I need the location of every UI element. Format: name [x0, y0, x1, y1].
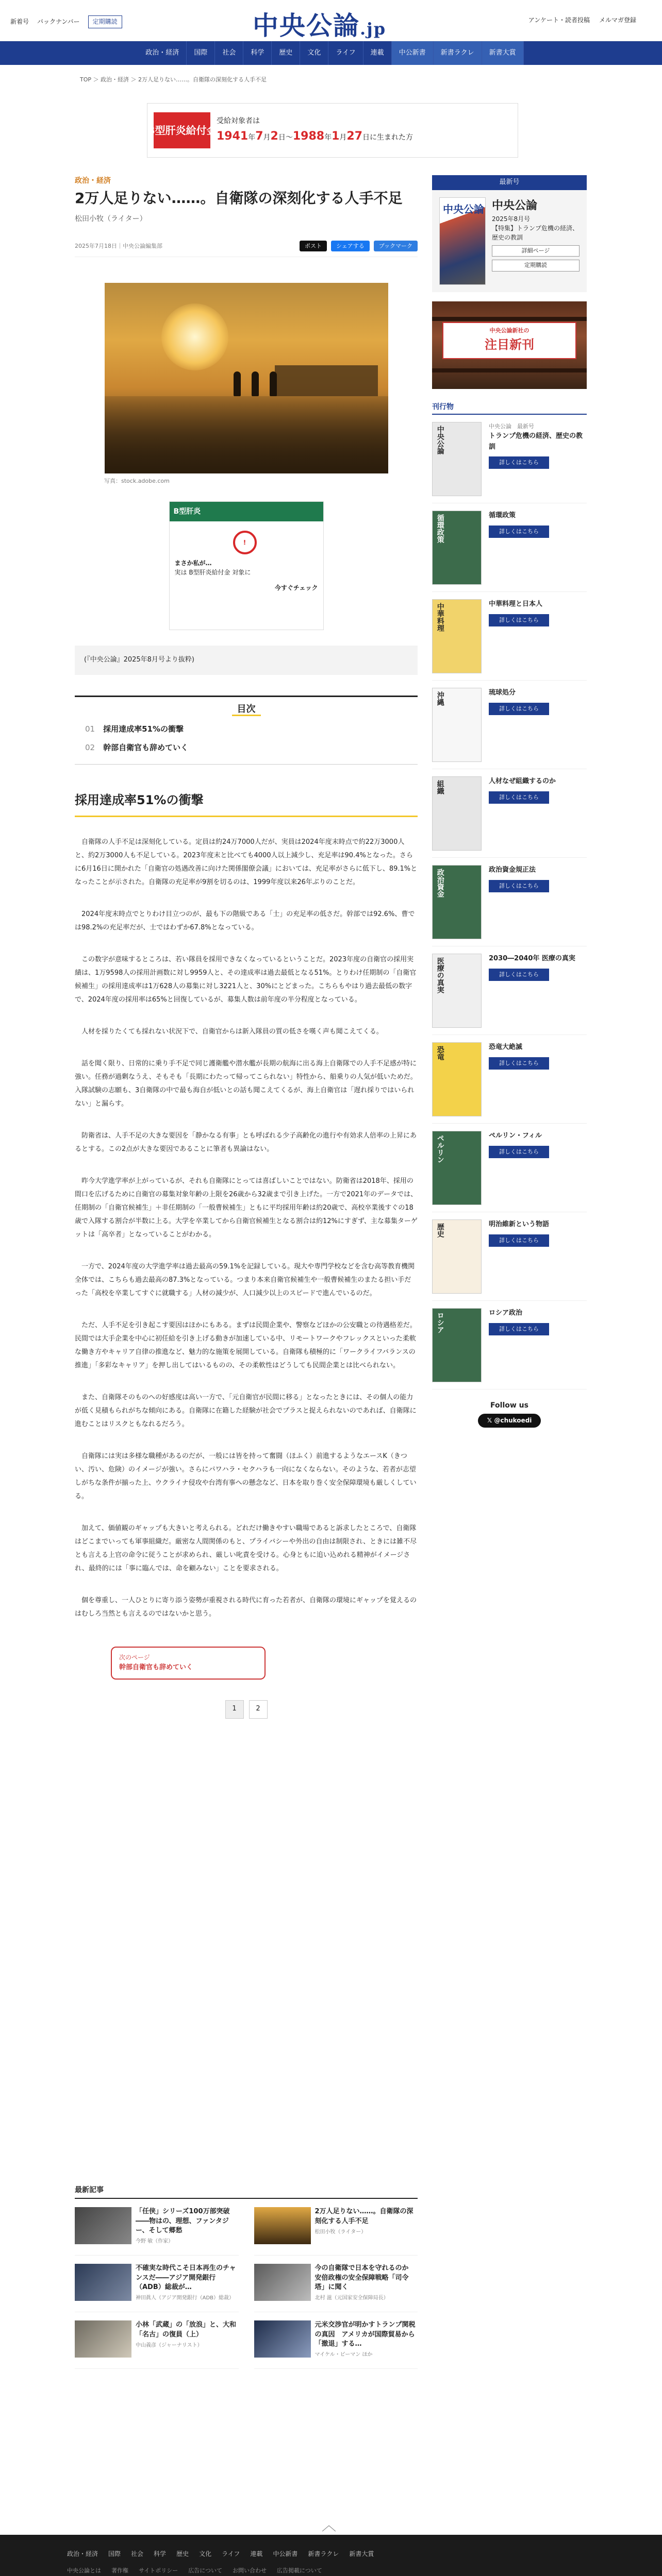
recent-author: 中山義彦（ジャーナリスト）: [136, 2342, 203, 2348]
book-cover[interactable]: [432, 1131, 482, 1205]
article-title: 2万人足りない……。自衛隊の深刻化する人手不足: [75, 190, 403, 207]
recent-head: 最新記事: [75, 2184, 418, 2199]
link-survey[interactable]: アンケート・読者投稿: [528, 16, 590, 24]
nav-item[interactable]: 連載: [363, 41, 392, 65]
inline-ad-button[interactable]: 今すぐチェック: [274, 584, 318, 592]
recent-item[interactable]: [254, 2312, 418, 2369]
book-title: 2030―2040年 医療の真実: [489, 955, 575, 963]
article-date: 2025年7月18日｜中央公論編集部: [75, 242, 162, 249]
book-cover[interactable]: [432, 776, 482, 851]
footer-link[interactable]: 文化: [199, 2550, 212, 2557]
right-links: [528, 15, 636, 25]
ad-line2: に生まれた方: [370, 133, 413, 142]
footer-sublink[interactable]: 著作権: [111, 2567, 128, 2574]
building-silhouette: [275, 365, 378, 396]
magazine-feature: 【特集】トランプ危機の経済、歴史の教訓: [491, 224, 578, 241]
paragraph: 2024年度末時点でとりわけ目立つのが、最も下の階級である「士」の充足率の低さだ。幹部では92.6%、曹では98.2%の充足率だが、士ではわずか67.8%となっている。: [75, 910, 415, 931]
book-cover-text: 組織: [436, 780, 444, 795]
footer-link[interactable]: 科学: [154, 2550, 167, 2557]
inline-ad-foot: 実は B型肝炎給付金 対象に: [174, 569, 251, 577]
x-follow-button[interactable]: [478, 1414, 541, 1428]
recent-title: 今の自衛隊で日本を守れるのか 安倍政権の安全保障戦略「司令塔」に聞く: [315, 2264, 416, 2291]
share-buttons: [300, 241, 418, 252]
paragraph: 昨今大学進学率が上がっているが、それも自衛隊にとっては喜ばしいことではない。防衛省は2018年、採用の間口を広げるために自衛官の募集対象年齢の上限を26歳から32歳まで引き上げた。一方で2021年のデータでは、任期制の「自衛官候補生」＋非任期制の「一般曹候補生」ともに平均採用年齢は約20歳で、高校卒業後すぐの18歳で入隊する割合が半数に上る。大学を卒業してから自衛官候補生となる割合は約12%にすぎず、主な募集ターゲットは「高卒者」となっていることがわかる。: [75, 1177, 418, 1239]
toc-item[interactable]: [75, 741, 418, 754]
person-silhouette: [252, 371, 259, 396]
nav-item[interactable]: 新書ラクレ: [434, 41, 482, 65]
recent-thumbnail: [75, 2264, 131, 2301]
follow-us: [432, 1400, 587, 1428]
book-detail-button[interactable]: 詳しくはこちら: [489, 1323, 549, 1335]
next-page-label: 次のページ: [119, 1653, 150, 1661]
recent-title: 2万人足りない……。自衛隊の深刻化する人手不足: [315, 2208, 413, 2225]
recent-item[interactable]: [75, 2312, 239, 2369]
footer-link[interactable]: 政治・経済: [67, 2550, 98, 2557]
recent-thumbnail: [254, 2207, 311, 2244]
inline-ad[interactable]: [169, 501, 324, 630]
footer-link[interactable]: 中公新書: [273, 2550, 298, 2557]
person-silhouette: [270, 371, 277, 396]
top-bar: [0, 0, 662, 41]
toc-title-text: 目次: [232, 704, 261, 716]
toc-item[interactable]: [75, 723, 418, 735]
footer-sublink[interactable]: 中央公論とは: [67, 2567, 101, 2574]
book-title: 政治資金規正法: [489, 866, 536, 874]
book-detail-button[interactable]: 詳しくはこちら: [489, 1057, 549, 1070]
book-item: [432, 415, 587, 503]
ad-month2: 1: [332, 129, 340, 143]
book-cover-text: 医療の真実: [436, 957, 444, 994]
source-note: (『中央公論』2025年8月号より抜粋): [75, 646, 418, 675]
pagination: [75, 1700, 418, 1719]
nav-item[interactable]: ライフ: [328, 41, 363, 65]
recent-item[interactable]: [75, 2256, 239, 2312]
book-title: 人材なぜ組織するのか: [489, 777, 556, 786]
link-latest-issue[interactable]: 新着号: [10, 18, 29, 25]
footer-link[interactable]: ライフ: [222, 2550, 240, 2557]
recent-articles: [75, 2184, 418, 2369]
book-detail-button[interactable]: 詳しくはこちら: [489, 791, 549, 804]
back-to-top-chevron-up-icon[interactable]: ︿: [322, 2517, 337, 2534]
photo-caption: 写真：stock.adobe.com: [104, 478, 170, 485]
recent-title: 不確実な時代こそ日本再生のチャンスだ――アジア開発銀行（ADB）総裁が…: [136, 2264, 236, 2291]
paragraph: 防衛省は、人手不足の大きな要因を「静かなる有事」とも呼ばれる少子高齢化の進行や有効求人倍率の上昇にあるとする。この2点が大きな要因であることに筆者も異論はない。: [75, 1131, 417, 1153]
footer: [0, 2535, 662, 2576]
book-cover-text: ペルリン: [436, 1134, 444, 1164]
recent-thumbnail: [75, 2207, 131, 2244]
book-item: [432, 1035, 587, 1124]
inline-ad-line: まさか私が…: [174, 560, 212, 567]
book-title: 琉球処分: [489, 689, 516, 697]
book-title: ペルリン・フィル: [489, 1132, 542, 1140]
book-cover[interactable]: [432, 954, 482, 1028]
banner-box: [442, 322, 576, 359]
footer-link[interactable]: 連載: [250, 2550, 263, 2557]
facebook-share-button[interactable]: シェアする: [331, 241, 370, 252]
ad-year1: 1941: [217, 129, 249, 143]
recent-thumbnail: [254, 2320, 311, 2358]
nav-item[interactable]: 科学: [243, 41, 272, 65]
recent-thumbnail: [75, 2320, 131, 2358]
nav-item[interactable]: 国際: [187, 41, 215, 65]
book-item: [432, 946, 587, 1035]
recent-author: 北村 滋（元国家安全保障局長）: [315, 2295, 389, 2301]
publications-head: 刊行物: [432, 401, 587, 415]
book-item: [432, 769, 587, 858]
book-publisher: 中央公論 最新号: [489, 423, 534, 430]
book-item: [432, 503, 587, 592]
book-title: 明治維新という物語: [489, 1221, 550, 1229]
article-author[interactable]: 松田小牧（ライター）: [75, 215, 147, 224]
book-detail-button[interactable]: 詳しくはこちら: [489, 614, 549, 626]
nav-item[interactable]: 歴史: [272, 41, 300, 65]
paragraph: 自衛隊には実は多様な職種があるのだが、一般には皆を持って奮闘（ほふく）前進するようなエースK（きつい、汚い、危険）のイメージが強い。さらにパワハラ・セクハラも一向になくならない。そのような、若者が志望しがちな条件が揃った上、ウクライナ侵攻や台湾有事への懸念など、日本を取り巻く安全保障環境も厳しくしている。: [75, 1452, 417, 1500]
nav-item[interactable]: 新書大賞: [482, 41, 524, 65]
paragraph: 自衛隊の人手不足は深刻化している。定員は約24万7000人だが、実員は2024年度末時点で約22万3000人と、約2万3000人も不足している。2023年度末と比べても4000人以上減少し、充足率は90.4%となった。さらに6月16日に開かれた「自衛官の処遇改善に向けた関係閣僚会議」においては、充足率がさらに低下し、89.1%となったことが示された。自衛隊の充足率が9割を切るのは、1999年度以来26年ぶりのことだ。: [75, 838, 418, 886]
book-cover-text: 沖縄: [436, 691, 444, 706]
magazine-name: 中央公論: [491, 198, 537, 212]
recent-author: マイケル・ビーマン ほか: [315, 2351, 373, 2358]
book-cover[interactable]: [432, 1308, 482, 1382]
book-detail-button[interactable]: 詳しくはこちら: [489, 526, 549, 538]
footer-sublink[interactable]: お問い合わせ: [233, 2567, 267, 2574]
book-cover[interactable]: [432, 1219, 482, 1294]
toc-label: 採用達成率51%の衝撃: [103, 724, 184, 734]
book-detail-button[interactable]: 詳しくはこちら: [489, 1146, 549, 1158]
banner-text1: 中央公論新社の: [489, 327, 529, 334]
paragraph: 一方で、2024年度の大学進学率は過去最高の59.1%を記録している。現大や専門学校などを含む高等教育機関全体では、こちらも過去最高の87.3%となっている。つまり本来自衛官候補生や一般曹候補生のまたる担い手だった「高校を卒業してすぐに就職する」人材の減少が、人口減少以上のスピードで進んでいるのだ。: [75, 1262, 415, 1297]
bookmark-button[interactable]: ブックマーク: [374, 241, 418, 252]
book-detail-button[interactable]: 詳しくはこちら: [489, 880, 549, 892]
ad-day2: 27: [346, 129, 363, 143]
follow-label: Follow us: [490, 1401, 528, 1410]
recent-title: 元米交渉官が明かすトランプ関税の真因 アメリカが国際貿易から「撤退」する…: [315, 2321, 416, 2348]
book-detail-button[interactable]: 詳しくはこちら: [489, 969, 549, 981]
top-ad-banner[interactable]: [147, 103, 518, 158]
footer-sublink[interactable]: サイトポリシー: [139, 2567, 178, 2574]
book-item: [432, 858, 587, 946]
page-link[interactable]: 2: [249, 1700, 268, 1719]
ad-line1: 受給対象者は: [217, 117, 260, 126]
magazine-info: [492, 197, 580, 285]
footer-subnav: [0, 2559, 662, 2575]
ad-copy: 受給対象者は 1941年7月2日〜1988年1月27日に生まれた方: [217, 115, 413, 145]
ad-month1: 7: [255, 129, 263, 143]
paragraph: この数字が意味するところは、若い隊員を採用できなくなっているということだ。2023年度の自衛官の採用実績は、1万9598人の採用計画数に対し9959人と、その達成率は過去最低となる51%。とりわけ任期制の「自衛官候補生」の採用達成率は1万628人の募集に対し3221人と、30%にとどまった。こちらもやはり過去最低の数字で、2024年度の採用率は65%と回復しているが、募集人数は前年度の半分程度となっている。: [75, 955, 417, 1004]
footer-link[interactable]: 歴史: [176, 2550, 189, 2557]
link-back-numbers[interactable]: バックナンバー: [37, 18, 80, 25]
toc-title: [75, 702, 418, 717]
toc-num: 02: [85, 743, 95, 753]
recent-author: 神田眞人（アジア開発銀行（ADB）総裁）: [136, 2295, 235, 2301]
book-item: [432, 681, 587, 769]
book-cover-text: 中華料理: [436, 603, 444, 632]
book-cover[interactable]: [432, 511, 482, 585]
book-item: [432, 1124, 587, 1212]
footer-link[interactable]: 新書大賞: [349, 2550, 374, 2557]
recent-title: 「任侠」シリーズ100万部突破――物はの、理想、ファンタジー、そして郷愁: [136, 2208, 230, 2234]
book-cover-text: 政治資金: [436, 869, 444, 898]
book-detail-button[interactable]: 詳しくはこちら: [489, 456, 549, 469]
book-cover-text: ロシア: [436, 1312, 444, 1334]
article-main: [75, 175, 418, 1719]
logo-suffix: .jp: [360, 19, 387, 39]
recent-author: 今野 敏（作家）: [136, 2238, 174, 2244]
ring-icon: !: [233, 531, 257, 554]
site-logo[interactable]: [253, 5, 386, 46]
latest-issue-head: 最新号: [432, 175, 587, 190]
book-title: 中華料理と日本人: [489, 600, 543, 608]
banner-text2: 注目新刊: [485, 337, 534, 352]
paragraph: 個を尊重し、一人ひとりに寄り添う姿勢が重視される時代に育った若者が、自衛隊の環境にギャップを覚えるのはむしろ当然とも言えるのではないかと思う。: [75, 1596, 417, 1618]
shelf-line: [432, 317, 587, 321]
book-cover-text: 中央公論: [436, 426, 444, 455]
footer-link[interactable]: 新書ラクレ: [308, 2550, 339, 2557]
book-item: [432, 592, 587, 681]
magazine-cover[interactable]: [439, 197, 486, 285]
ad-label: B型肝炎給付金: [154, 112, 210, 148]
cover-title: 中央公論: [443, 202, 484, 215]
top-links: [10, 15, 122, 28]
latest-issue-card: [432, 190, 587, 292]
sidebar: [432, 175, 587, 1428]
article-category[interactable]: 政治・経済: [75, 177, 111, 185]
recent-grid: [75, 2199, 418, 2369]
book-cover[interactable]: [432, 1042, 482, 1116]
subscribe-button[interactable]: 定期購読: [492, 260, 580, 272]
toc-label: 幹部自衛官も辞めていく: [103, 743, 189, 753]
book-title: ロシア政治: [489, 1309, 523, 1317]
x-post-button[interactable]: ポスト: [300, 241, 327, 252]
book-cover[interactable]: [432, 599, 482, 673]
book-cover-text: 歴史: [436, 1223, 444, 1238]
book-detail-button[interactable]: 詳しくはこちら: [489, 703, 549, 715]
paragraph: また、自衛隊そのものへの好感度は高い一方で、「元自衛官が民間に移る」となったときには、その個人の能力が低く見積もられがちな傾向にある。自衛隊に在籍した経験が社会でプラスと捉えられないのであれば、自衛隊に進むことはリスクともなれるだろう。: [75, 1393, 417, 1428]
link-subscribe[interactable]: 定期購読: [88, 15, 122, 28]
detail-button[interactable]: 詳細ページ: [492, 245, 580, 257]
inline-ad-body: [170, 521, 323, 598]
next-page-title: 幹部自衛官も辞めていく: [119, 1663, 193, 1671]
footer-sublink[interactable]: 広告掲載について: [277, 2567, 322, 2574]
book-title: トランプ危機の経済、歴史の教訓: [489, 432, 583, 451]
book-cover-text: 恐竜: [436, 1046, 444, 1061]
table-of-contents: [75, 696, 418, 765]
book-cover-text: 循環政策: [436, 514, 444, 544]
nav-item[interactable]: 社会: [215, 41, 243, 65]
footer-link[interactable]: 国際: [108, 2550, 121, 2557]
article-photo: [105, 283, 388, 473]
book-item: [432, 1301, 587, 1389]
breadcrumb[interactable]: TOP ＞ 政治・経済 ＞ 2万人足りない……。自衛隊の深刻化する人手不足: [80, 76, 267, 83]
link-newsletter[interactable]: メルマガ登録: [599, 16, 636, 24]
recent-thumbnail: [254, 2264, 311, 2301]
sun-shape: [161, 303, 228, 370]
paragraph: 加えて、価値観のギャップも大きいと考えられる。どれだけ働きやすい職場であると訴求したところで、自衛隊はどこまでいっても軍事組織だ。厳密な人間関係のもと、プライバシーや外出の自由は制限され、ときには雑不尽とも言える上官の命令に従うことが求められ、厳しい叱責を受ける。心身ともに追い込めれる精神がイメージされ、最終的には「事に臨んでは、命を顧みない」ことを要求される。: [75, 1524, 417, 1572]
inline-ad-head: B型肝炎: [170, 502, 323, 521]
book-item: [432, 1212, 587, 1301]
paragraph: ただ、人手不足を引き起こす要因はほかにもある。まずは民間企業や、警察などほかの公安職との待遇格差だ。民間では大手企業を中心に初任給を引き上げる動きが加速している中、リモートワークやフレックスといった柔軟な働き方やキャリア自律の推進など、魅力的な施策を展開している。自衛隊も積極的に「ワークライフバランスの推進」「多彩なキャリア」を押し出してはいるものの、その柔軟性はどうしても民間企業とは比べられない。: [75, 1321, 417, 1369]
recent-author: 松田小牧（ライター）: [315, 2229, 367, 2235]
logo-text: 中央公論: [253, 10, 360, 41]
recent-item[interactable]: [254, 2256, 418, 2312]
nav-item[interactable]: 文化: [300, 41, 328, 65]
book-cover[interactable]: [432, 688, 482, 762]
toc-num: 01: [85, 724, 95, 734]
x-handle: @chukoedi: [494, 1416, 532, 1424]
ad-year2: 1988: [292, 129, 325, 143]
paragraph: 人材を採りたくても採れない状況下で、自衛官からは新入隊員の質の低さを嘆く声も聞こえてくる。: [81, 1027, 383, 1036]
footer-sublink[interactable]: 広告について: [188, 2567, 223, 2574]
recent-title: 小林「武蔵」の「放浪」と、大和「名古」の復員（上）: [136, 2321, 237, 2338]
nav-item[interactable]: 中公新書: [392, 41, 434, 65]
x-icon: 𝕏: [487, 1416, 494, 1424]
book-cover[interactable]: [432, 422, 482, 496]
paragraph: 話を聞く限り、日常的に乗り手不足で同じ護衛艦や潜水艦が長期の航海に出る海上自衛隊での人手不足感が特に強い。任務が過剰なうえ、そもそも「長期にわたって帰ってこられない」特性から、船乗りの人気が低いためだ。入隊試験の志願も、3自衛隊の中で最も海自が低いとの話も聞こえてくるが、海上自衛官は「遅れ採りではいられない」と漏らす。: [75, 1059, 417, 1108]
book-title: 循環政策: [489, 512, 516, 520]
recent-item[interactable]: [254, 2199, 418, 2256]
person-silhouette: [234, 371, 241, 396]
grass-foreground: [105, 396, 388, 473]
book-cover[interactable]: [432, 865, 482, 939]
next-page-button[interactable]: [111, 1647, 266, 1680]
ad-day1: 2: [270, 129, 278, 143]
nav-item[interactable]: 政治・経済: [138, 41, 187, 65]
magazine-issue: 2025年8月号: [491, 215, 531, 223]
book-detail-button[interactable]: 詳しくはこちら: [489, 1234, 549, 1247]
section-heading: 採用達成率51%の衝撃: [75, 790, 418, 817]
book-title: 恐竜大絶滅: [489, 1043, 523, 1052]
footer-nav: [0, 2535, 662, 2559]
new-books-banner[interactable]: [432, 301, 587, 389]
date-bar: [75, 241, 418, 258]
page-link[interactable]: 1: [225, 1700, 244, 1719]
footer-link[interactable]: 社会: [131, 2550, 144, 2557]
shelf-line: [432, 368, 587, 372]
recent-item[interactable]: [75, 2199, 239, 2256]
